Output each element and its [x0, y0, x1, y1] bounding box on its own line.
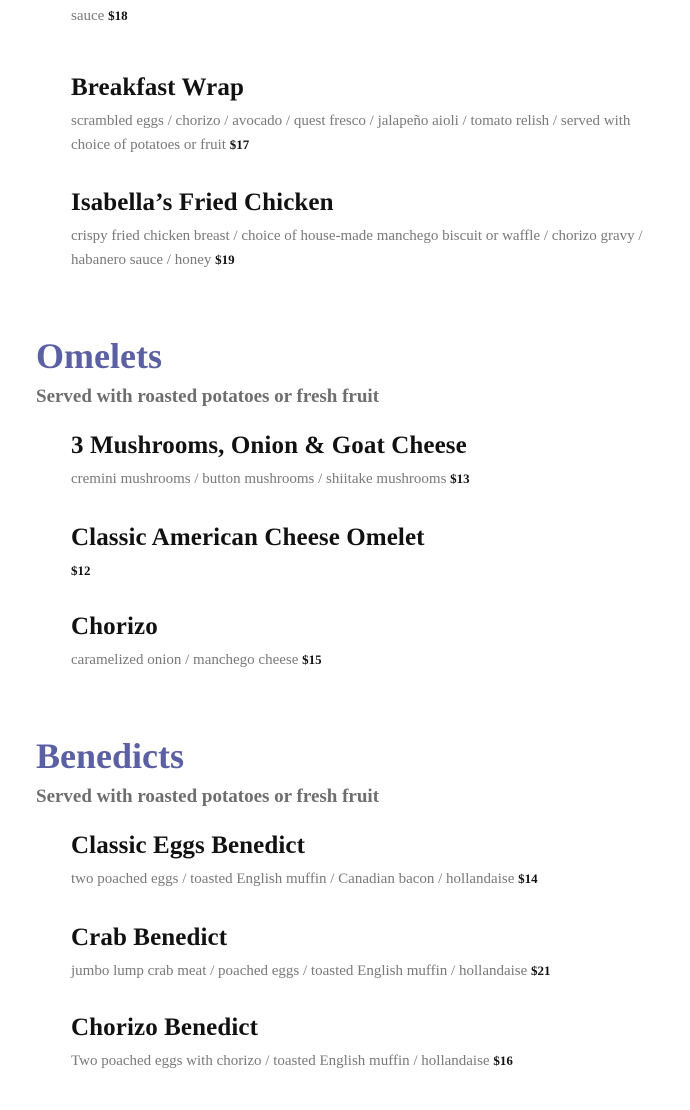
menu-item-title: Crab Benedict — [71, 924, 228, 951]
menu-item-title: Classic American Cheese Omelet — [71, 524, 425, 551]
menu-item-description-text: two poached eggs / toasted English muffin / Canadian bacon / hollandaise — [71, 871, 515, 887]
menu-item-description — [71, 109, 666, 157]
menu-item-title: Breakfast Wrap — [71, 74, 244, 101]
menu-item-classic-eggs-benedict — [71, 831, 666, 891]
menu-item-chorizo-benedict — [71, 1013, 666, 1073]
menu-item-price: $12 — [71, 563, 91, 578]
menu-item-price: $21 — [531, 963, 551, 978]
menu-item-description — [71, 224, 666, 272]
menu-item-title: Classic Eggs Benedict — [71, 832, 306, 859]
menu-item-description-text: Two poached eggs with chorizo / toasted English muffin / hollandaise — [71, 1053, 490, 1069]
section-subtitle-omelets: Served with roasted potatoes or fresh fruit — [36, 386, 380, 407]
menu-item-price: $14 — [518, 871, 538, 886]
menu-item-title: Chorizo Benedict — [71, 1014, 258, 1041]
menu-item-price: $16 — [493, 1053, 513, 1068]
menu-item-mushroom-omelet — [71, 431, 666, 491]
menu-item-description-text: scrambled eggs / chorizo / avocado / quest fresco / jalapeño aioli / tomato relish / served with choice of potatoes or fruit — [71, 113, 631, 153]
menu-item-description-text: caramelized onion / manchego cheese — [71, 652, 303, 668]
menu-item-price: $19 — [215, 252, 235, 267]
menu-item-price: $17 — [229, 137, 250, 152]
menu-item-description — [71, 559, 666, 583]
menu-item-description — [71, 4, 666, 28]
menu-item-title: 3 Mushrooms, Onion & Goat Cheese — [71, 432, 467, 459]
section-title-omelets: Omelets — [36, 336, 162, 376]
menu-item-title: Chorizo — [71, 613, 158, 640]
menu-item-description-text: crispy fried chicken breast / choice of house-made manchego biscuit or waffle / chorizo gravy / habanero sauce / honey — [71, 228, 643, 268]
menu-item-description — [71, 648, 666, 672]
menu-item-breakfast-wrap — [71, 73, 666, 157]
menu-item-description — [71, 959, 666, 983]
menu-item-price: $18 — [108, 8, 128, 23]
menu-item-description-text: jumbo lump crab meat / poached eggs / toasted English muffin / hollandaise — [71, 963, 528, 979]
menu-item-fried-chicken — [71, 188, 666, 272]
menu-item-title: Isabella’s Fried Chicken — [71, 189, 334, 216]
menu-item-description — [71, 467, 666, 491]
section-title-benedicts: Benedicts — [36, 736, 184, 776]
menu-item-crab-benedict — [71, 923, 666, 983]
menu-item-description-text: sauce — [71, 8, 105, 24]
menu-item-american-cheese-omelet — [71, 523, 666, 583]
menu-item-description — [71, 867, 666, 891]
menu-item-price: $13 — [450, 471, 470, 486]
menu-item-partial — [71, 4, 666, 28]
section-subtitle-benedicts: Served with roasted potatoes or fresh fruit — [36, 786, 380, 807]
menu-item-description-text: cremini mushrooms / button mushrooms / shiitake mushrooms — [71, 471, 447, 487]
menu-item-description — [71, 1049, 666, 1073]
menu-item-price: $15 — [302, 652, 322, 667]
menu-item-chorizo-omelet — [71, 612, 666, 672]
